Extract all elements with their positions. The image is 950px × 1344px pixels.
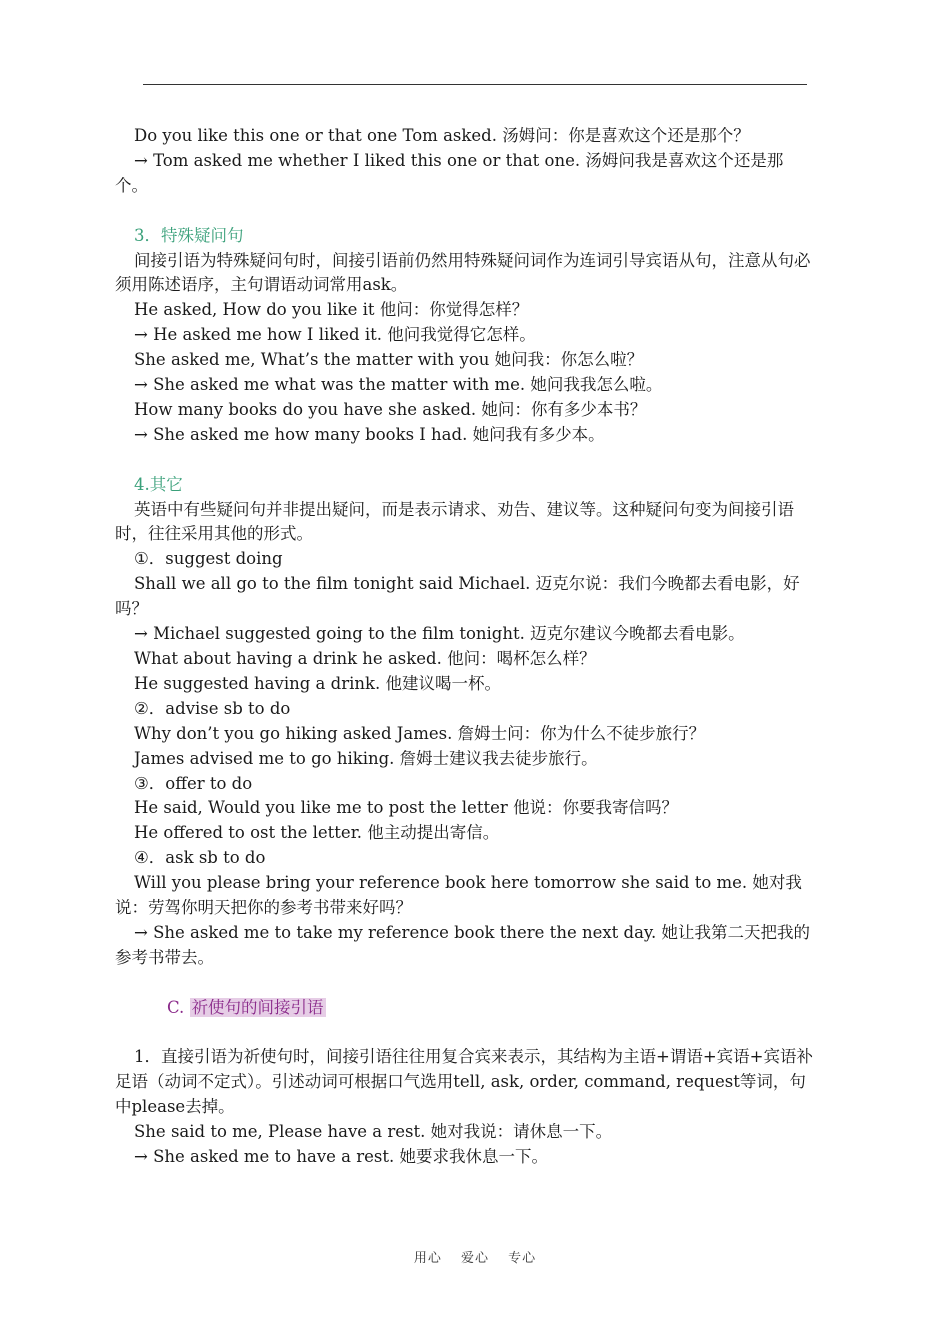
example-line: → Michael suggested going to the film tonight. 迈克尔建议今晚都去看电影。 bbox=[134, 624, 745, 644]
blank-line bbox=[115, 199, 813, 224]
section-title-highlight: 祈使句的间接引语 bbox=[191, 997, 324, 1017]
paragraph: 英语中有些疑问句并非提出疑问，而是表示请求、劝告、建议等。这种疑问句变为间接引语时，往往采用其他的形式。 bbox=[115, 499, 794, 544]
example-line: He offered to ost the letter. 他主动提出寄信。 bbox=[134, 823, 500, 843]
footer-word: 用心 bbox=[413, 1251, 442, 1266]
section-heading-3: 3．特殊疑问句 bbox=[134, 225, 244, 245]
example-line: → She asked me to have a rest. 她要求我休息一下。 bbox=[134, 1147, 548, 1167]
example-line: How many books do you have she asked. 她问：你有多少本书？ bbox=[134, 399, 647, 419]
sub-heading: ①．suggest doing bbox=[134, 549, 283, 569]
blank-line bbox=[115, 971, 813, 996]
header-rule bbox=[143, 84, 807, 85]
example-line: What about having a drink he asked. 他问：喝杯怎么样？ bbox=[134, 649, 596, 668]
example-line: Shall we all go to the film tonight said Michael. 迈克尔说：我们今晚都去看电影，好吗？ bbox=[115, 574, 800, 619]
example-line: She asked me, What’s the matter with you 她问我：你怎么啦？ bbox=[134, 350, 644, 370]
example-line: → He asked me how I liked it. 他问我觉得它怎样。 bbox=[134, 325, 536, 345]
example-line: He asked, How do you like it 他问：你觉得怎样？ bbox=[134, 300, 529, 320]
example-line: → She asked me to take my reference book there the next day. 她让我第二天把我的参考书带去。 bbox=[115, 922, 811, 967]
example-line: → She asked me what was the matter with me. 她问我我怎么啦。 bbox=[134, 375, 663, 395]
example-line: Why don’t you go hiking asked James. 詹姆士问：你为什么不徒步旅行？ bbox=[134, 723, 706, 743]
paragraph: → Tom asked me whether I liked this one or that one. 汤姆问我是喜欢这个还是那个。 bbox=[115, 150, 784, 195]
sub-heading: ②．advise sb to do bbox=[134, 698, 291, 718]
footer-word: 爱心 bbox=[460, 1251, 489, 1266]
example-line: He suggested having a drink. 他建议喝一杯。 bbox=[134, 673, 501, 693]
footer-word: 专心 bbox=[508, 1251, 537, 1266]
blank-line bbox=[115, 1021, 813, 1046]
paragraph: 1．直接引语为祈使句时，间接引语往往用复合宾来表示，其结构为主语+谓语+宾语+宾语补足语（动词不定式）。引述动词可根据口气选用tell, ask, order, command, request等词，句中please去掉。 bbox=[115, 1047, 813, 1117]
example-line: → She asked me how many books I had. 她问我有多少本。 bbox=[134, 424, 605, 444]
example-line: Will you please bring your reference book here tomorrow she said to me. 她对我说：劳驾你明天把你的参考书带来好吗？ bbox=[115, 873, 802, 918]
page-footer bbox=[0, 1247, 950, 1266]
document-body bbox=[115, 124, 813, 1170]
paragraph: Do you like this one or that one Tom asked. 汤姆问：你是喜欢这个还是那个？ bbox=[134, 126, 750, 145]
example-line: She said to me, Please have a rest. 她对我说：请休息一下。 bbox=[134, 1122, 613, 1142]
paragraph: 间接引语为特殊疑问句时，间接引语前仍然用特殊疑问词作为连词引导宾语从句，注意从句必须用陈述语序，主句谓语动词常用ask。 bbox=[115, 250, 811, 295]
example-line: James advised me to go hiking. 詹姆士建议我去徒步旅行。 bbox=[134, 748, 598, 768]
example-line: He said, Would you like me to post the letter 他说：你要我寄信吗？ bbox=[134, 798, 678, 818]
section-letter: C. bbox=[167, 997, 185, 1017]
sub-heading: ③．offer to do bbox=[134, 773, 253, 793]
sub-heading: ④．ask sb to do bbox=[134, 848, 266, 868]
blank-line bbox=[115, 448, 813, 473]
section-heading-4: 4.其它 bbox=[134, 474, 183, 494]
section-heading-c bbox=[115, 996, 813, 1021]
